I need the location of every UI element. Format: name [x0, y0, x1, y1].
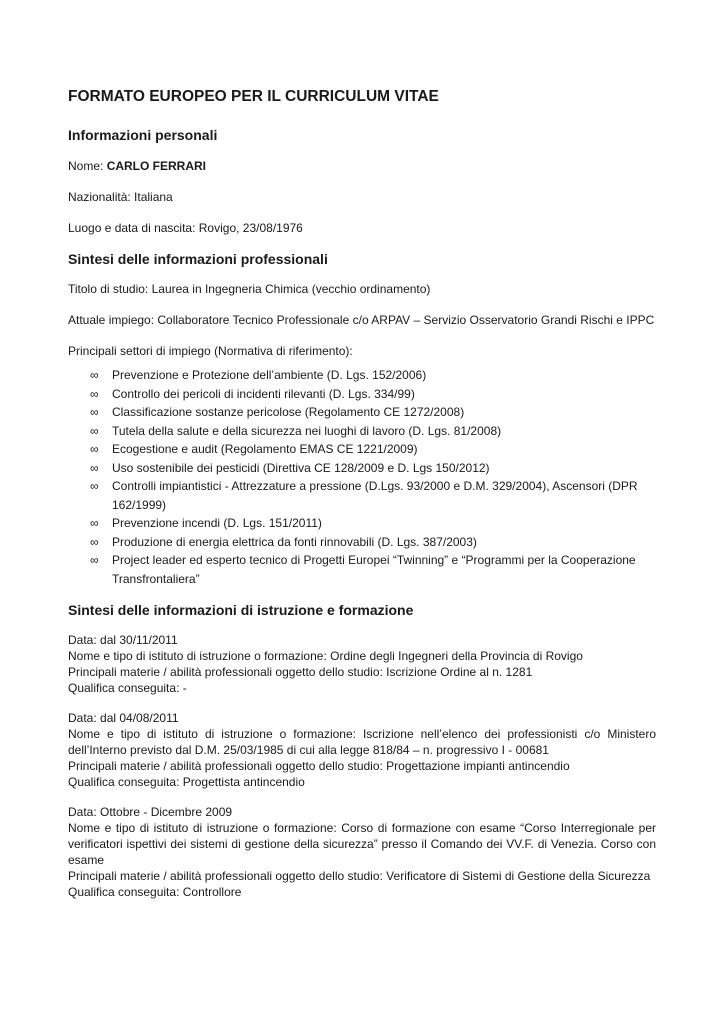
name-label: Nome:	[68, 159, 107, 173]
infinity-bullet-icon: ∞	[90, 516, 99, 530]
list-item: ∞ Prevenzione incendi (D. Lgs. 151/2011)	[90, 514, 656, 533]
list-item: ∞ Controllo dei pericoli di incidenti rilevanti (D. Lgs. 334/99)	[90, 385, 656, 404]
education-entry	[68, 804, 656, 900]
infinity-bullet-icon: ∞	[90, 405, 99, 419]
education-subjects: Principali materie / abilità professionali oggetto dello studio: Progettazione impianti antincendio	[68, 759, 570, 773]
education-subjects: Principali materie / abilità professionali oggetto dello studio: Iscrizione Ordine al n. 1281	[68, 665, 533, 679]
list-item: ∞ Prevenzione e Protezione dell’ambiente (D. Lgs. 152/2006)	[90, 366, 656, 385]
infinity-bullet-icon: ∞	[90, 442, 99, 456]
name-line	[68, 158, 656, 175]
infinity-bullet-icon: ∞	[90, 423, 99, 438]
sectors-list	[68, 366, 656, 588]
education-entry	[68, 632, 656, 696]
list-item: ∞ Produzione di energia elettrica da fonti rinnovabili (D. Lgs. 387/2003)	[90, 533, 656, 552]
education-institute: Nome e tipo di istituto di istruzione o formazione: Ordine degli Ingegneri della Provincia di Rovigo	[68, 649, 583, 663]
education-date: Data: dal 30/11/2011	[68, 633, 178, 647]
education-subjects: Principali materie / abilità professionali oggetto dello studio: Verificatore di Sistemi di Gestione della Sicurezza	[68, 869, 651, 883]
infinity-bullet-icon: ∞	[90, 386, 99, 401]
infinity-bullet-icon: ∞	[90, 479, 99, 493]
education-entry	[68, 710, 656, 790]
professional-info-heading: Sintesi delle informazioni professionali	[68, 251, 328, 267]
infinity-bullet-icon: ∞	[90, 460, 99, 475]
list-item: ∞ Classificazione sostanze pericolose (Regolamento CE 1272/2008)	[90, 403, 656, 422]
list-item: ∞ Project leader ed esperto tecnico di Progetti Europei “Twinning” e “Programmi per la Cooperazione Transfrontaliera”	[90, 553, 636, 586]
education-qualification: Qualifica conseguita: Progettista antincendio	[68, 775, 305, 789]
list-item: ∞ Ecogestione e audit (Regolamento EMAS CE 1221/2009)	[90, 440, 656, 459]
job-line: Attuale impiego: Collaboratore Tecnico Professionale c/o ARPAV – Servizio Osservatorio Grandi Rischi e IPPC	[68, 313, 655, 327]
personal-info-heading: Informazioni personali	[68, 127, 218, 143]
list-item: ∞ Controlli impiantistici - Attrezzature a pressione (D.Lgs. 93/2000 e D.M. 329/2004), Ascensori (DPR 162/1999)	[90, 479, 638, 512]
name-value: CARLO FERRARI	[106, 159, 207, 173]
degree-line: Titolo di studio: Laurea in Ingegneria Chimica (vecchio ordinamento)	[68, 282, 431, 296]
sectors-intro: Principali settori di impiego (Normativa di riferimento):	[68, 344, 353, 358]
education-date: Data: dal 04/08/2011	[68, 711, 179, 725]
education-institute: Nome e tipo di istituto di istruzione o formazione: Corso di formazione con esame “Corso Interregionale per verificatori ispettivi dei sistemi di gestione della sicurezza” presso il Comando dei VV.F. di Venezia. Corso con esame	[68, 821, 656, 867]
education-heading: Sintesi delle informazioni di istruzione e formazione	[68, 602, 414, 618]
nationality-line: Nazionalità: Italiana	[68, 190, 173, 204]
infinity-bullet-icon: ∞	[90, 534, 99, 549]
education-institute: Nome e tipo di istituto di istruzione o formazione: Iscrizione nell’elenco dei professionisti c/o Ministero dell’Interno previsto dal D.M. 25/03/1985 di cui alla legge 818/84 – n. progressivo I - 00681	[68, 727, 656, 757]
infinity-bullet-icon: ∞	[90, 368, 99, 382]
education-date: Data: Ottobre - Dicembre 2009	[68, 805, 233, 819]
document-title: FORMATO EUROPEO PER IL CURRICULUM VITAE	[68, 88, 439, 105]
education-qualification: Qualifica conseguita: Controllore	[68, 885, 242, 899]
infinity-bullet-icon: ∞	[90, 553, 99, 567]
list-item: ∞ Tutela della salute e della sicurezza nei luoghi di lavoro (D. Lgs. 81/2008)	[90, 422, 656, 441]
birth-line: Luogo e data di nascita: Rovigo, 23/08/1976	[68, 221, 303, 235]
education-qualification: Qualifica conseguita: -	[68, 681, 187, 695]
list-item: ∞ Uso sostenibile dei pesticidi (Direttiva CE 128/2009 e D. Lgs 150/2012)	[90, 459, 656, 478]
